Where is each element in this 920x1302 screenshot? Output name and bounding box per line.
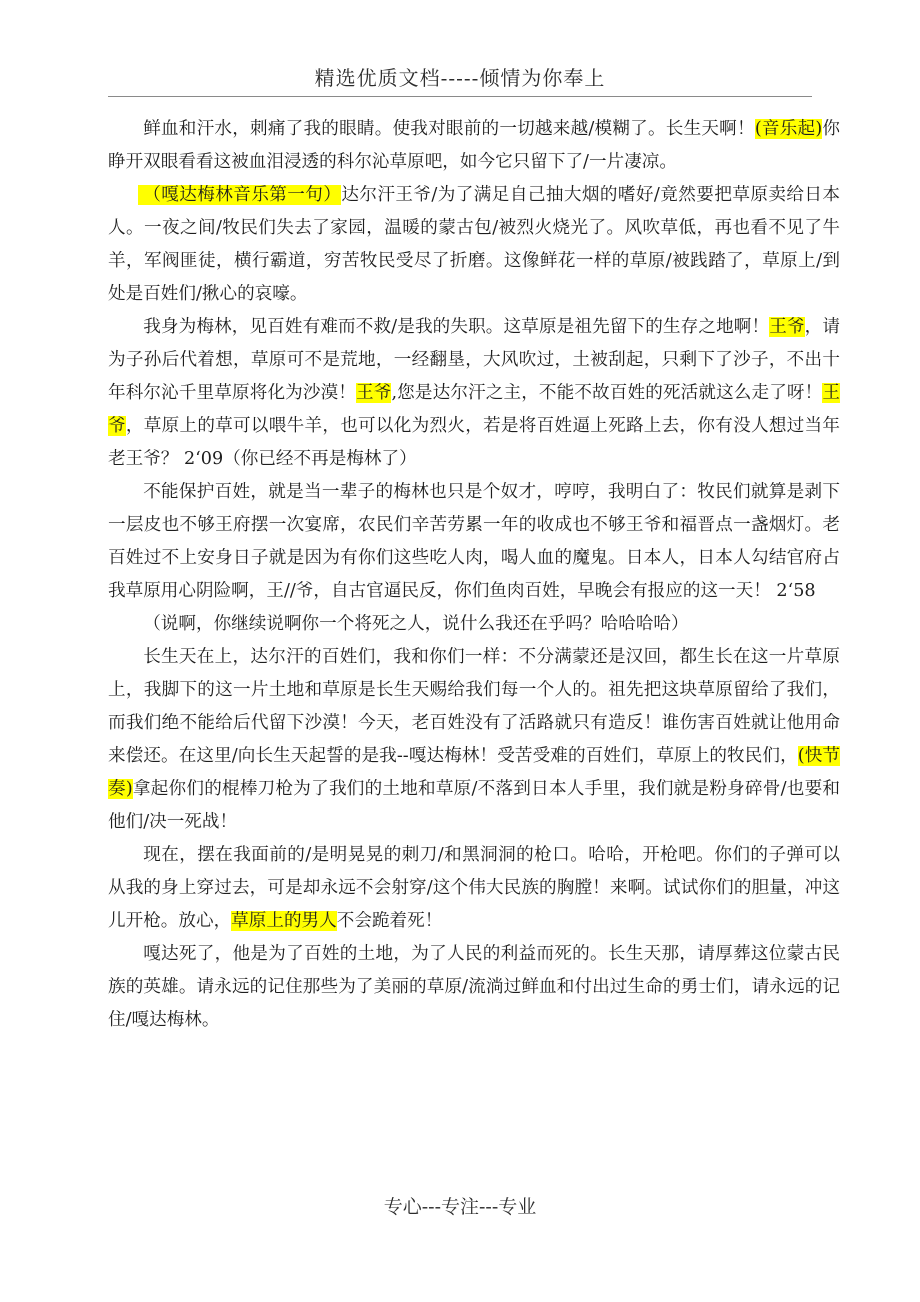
paragraph-text: ，草原上的草可以喂牛羊，也可以化为烈火，若是将百姓逼上死路上去，你有没人想过当年老王爷？ 2‘09（你已经不再是梅林了） bbox=[108, 416, 840, 469]
paragraph-5 bbox=[108, 608, 840, 641]
paragraph-text: 不会跪着死！ bbox=[336, 911, 443, 931]
paragraph-6 bbox=[108, 641, 840, 839]
paragraph-2 bbox=[108, 179, 840, 311]
highlighted-cue: (快节奏) bbox=[108, 746, 840, 799]
paragraph-text: 你睁开双眼看看这被血泪浸透的科尔沁草原吧，如今它只留下了/一片凄凉。 bbox=[108, 119, 840, 172]
paragraph-text: 拿起你们的棍棒刀枪为了我们的土地和草原/不落到日本人手里，我们就是粉身碎骨/也要和他们/决一死战！ bbox=[108, 779, 840, 832]
paragraph-text: 嘎达死了，他是为了百姓的土地，为了人民的利益而死的。长生天那，请厚葬这位蒙古民族的英雄。请永远的记住那些为了美丽的草原/流淌过鲜血和付出过生命的勇士们，请永远的记住/嘎达梅林。 bbox=[108, 944, 840, 1030]
paragraph-text: ,您是达尔汗之主，不能不故百姓的死活就这么走了呀！ bbox=[391, 383, 823, 403]
highlighted-term: 王爷 bbox=[356, 383, 392, 403]
paragraph-text: ，请为子孙后代着想，草原可不是荒地，一经翻垦，大风吹过，土被刮起，只剩下了沙子，不出十年科尔沁千里草原将化为沙漠！ bbox=[108, 317, 840, 403]
paragraph-text: 达尔汗王爷/为了满足自己抽大烟的嗜好/竟然要把草原卖给日本人。一夜之间/牧民们失去了家园，温暖的蒙古包/被烈火烧光了。风吹草低，再也看不见了牛羊，军阀匪徒，横行霸道，穷苦牧民受尽了折磨。这像鲜花一样的草原/被践踏了，草原上/到处是百姓们/揪心的哀嚎。 bbox=[108, 185, 841, 304]
highlighted-term: 草原上的男人 bbox=[231, 911, 337, 931]
paragraph-text: 长生天在上，达尔汗的百姓们，我和你们一样：不分满蒙还是汉回，都生长在这一片草原上，我脚下的这一片土地和草原是长生天赐给我们每一个人的。祖先把这块草原留给了我们，而我们绝不能给后代留下沙漠！今天，老百姓没有了活路就只有造反！谁伤害百姓就让他用命来偿还。在这里/向长生天起誓的是我--嘎达梅林！受苦受难的百姓们，草原上的牧民们， bbox=[108, 647, 840, 766]
document-body bbox=[108, 113, 840, 1037]
paragraph-text: 鲜血和汗水，刺痛了我的眼睛。使我对眼前的一切越来越/模糊了。长生天啊！ bbox=[143, 119, 755, 139]
header-divider bbox=[108, 96, 812, 97]
highlighted-term: 王爷 bbox=[108, 383, 840, 436]
paragraph-1 bbox=[108, 113, 840, 179]
paragraph-text: 我身为梅林，见百姓有难而不救/是我的失职。这草原是祖先留下的生存之地啊！ bbox=[143, 317, 770, 337]
paragraph-4 bbox=[108, 476, 840, 608]
paragraph-7 bbox=[108, 839, 840, 938]
page-footer: 专心---专注---专业 bbox=[383, 1196, 537, 1218]
highlighted-cue: (音乐起) bbox=[754, 119, 823, 139]
highlighted-cue: （嘎达梅林音乐第一句） bbox=[138, 185, 341, 205]
paragraph-text: 现在，摆在我面前的/是明晃晃的刺刀/和黑洞洞的枪口。哈哈，开枪吧。你们的子弹可以从我的身上穿过去，可是却永远不会射穿/这个伟大民族的胸膛！来啊。试试你们的胆量，冲这儿开枪。放心， bbox=[108, 845, 840, 931]
paragraph-text: 不能保护百姓，就是当一辈子的梅林也只是个奴才，哼哼，我明白了：牧民们就算是剥下一层皮也不够王府摆一次宴席，农民们辛苦劳累一年的收成也不够王爷和福晋点一盏烟灯。老百姓过不上安身日子就是因为有你们这些吃人肉，喝人血的魔鬼。日本人，日本人勾结官府占我草原用心阴险啊，王//爷，自古官逼民反，你们鱼肉百姓，早晚会有报应的这一天！ 2‘58 bbox=[108, 482, 840, 601]
paragraph-3 bbox=[108, 311, 840, 476]
paragraph-8 bbox=[108, 938, 840, 1037]
paragraph-text: （说啊，你继续说啊你一个将死之人，说什么我还在乎吗？哈哈哈哈） bbox=[143, 614, 689, 634]
highlighted-term: 王爷 bbox=[769, 317, 805, 337]
page-header: 精选优质文档-----倾情为你奉上 bbox=[314, 66, 606, 90]
